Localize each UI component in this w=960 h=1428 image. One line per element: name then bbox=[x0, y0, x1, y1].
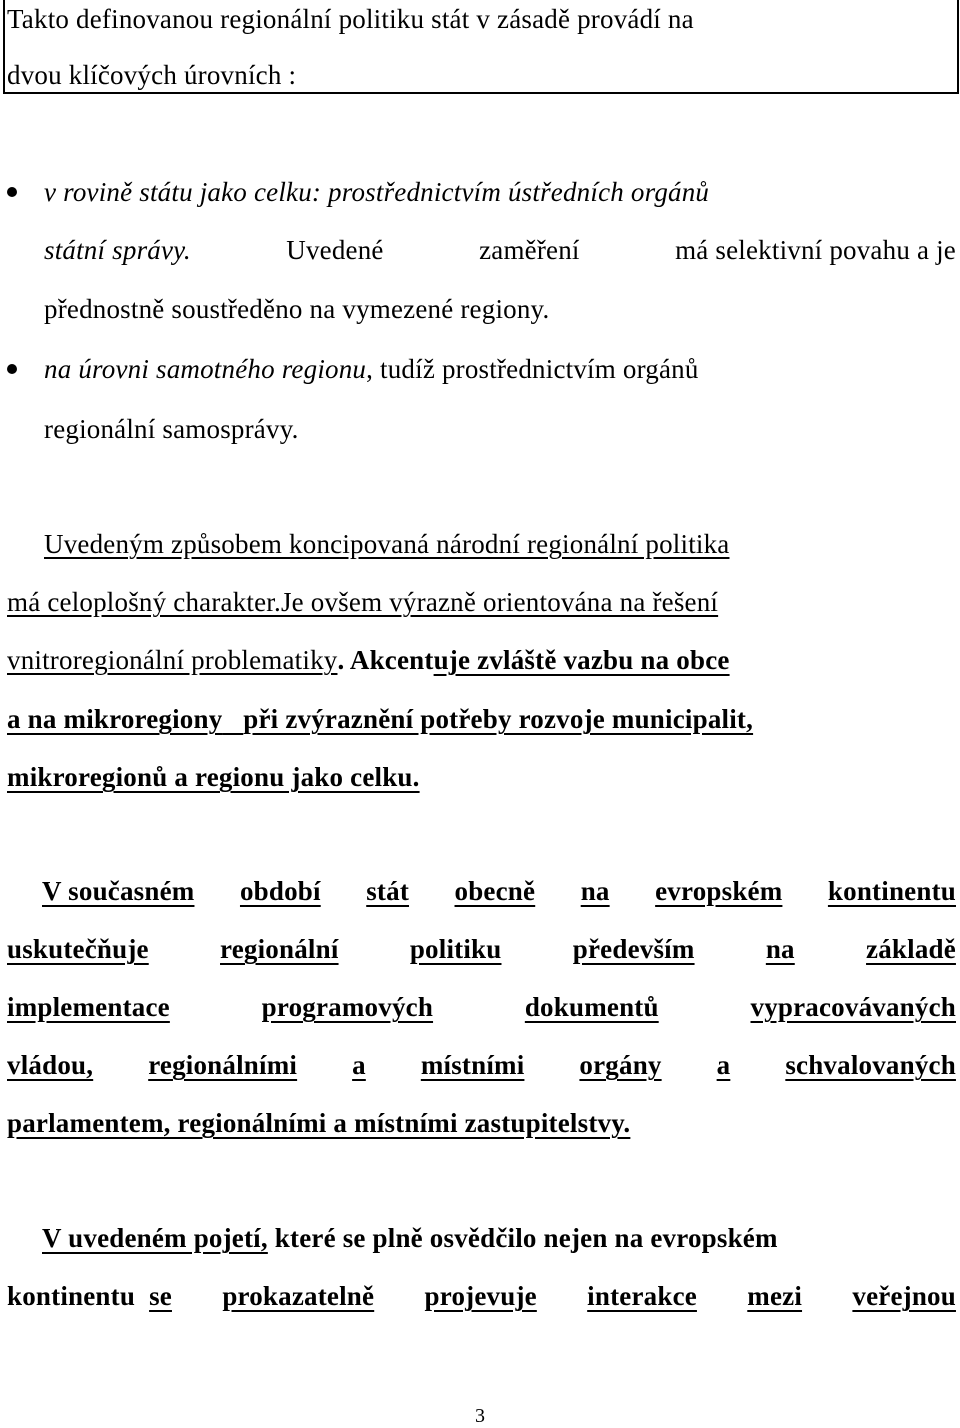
para3-word: prokazatelně bbox=[222, 1281, 375, 1311]
bullet-1-line-2 bbox=[44, 233, 956, 267]
bullet-2-italic-lead: na úrovni samotného regionu bbox=[44, 354, 367, 384]
para2-word: implementace bbox=[7, 992, 170, 1022]
page-number: 3 bbox=[475, 1405, 485, 1427]
bullet-2-rest: , tudíž prostřednictvím orgánů bbox=[366, 354, 699, 384]
para2-word: a bbox=[352, 1050, 366, 1080]
bullet-2-line-1 bbox=[44, 352, 699, 386]
para3-line-2 bbox=[7, 1279, 956, 1313]
para3-word: projevuje bbox=[424, 1281, 537, 1311]
para2-word: programových bbox=[261, 992, 434, 1022]
para2-word: schvalovaných bbox=[785, 1050, 956, 1080]
para2-word: na bbox=[765, 934, 795, 964]
bullet-2-line-2: regionální samosprávy. bbox=[44, 414, 299, 444]
para2-line-1 bbox=[42, 874, 956, 908]
para2-word: uskutečňuje bbox=[7, 934, 149, 964]
para2-word: vypracovávaných bbox=[750, 992, 956, 1022]
para2-word: kontinentu bbox=[827, 876, 956, 906]
para1-line-5: mikroregionů a regionu jako celku. bbox=[7, 762, 420, 792]
para2-line-2 bbox=[7, 932, 956, 966]
bullet-1-word: Uvedené bbox=[286, 235, 384, 265]
para2-word: období bbox=[239, 876, 321, 906]
para2-word: především bbox=[572, 934, 695, 964]
bullet-1-word: má selektivní povahu a je bbox=[675, 235, 956, 265]
para2-word: místními bbox=[420, 1050, 525, 1080]
para3-line-1 bbox=[42, 1221, 778, 1255]
para3-word: interakce bbox=[587, 1281, 697, 1311]
para2-word: dokumentů bbox=[524, 992, 659, 1022]
bullet-1-line-1: v rovině státu jako celku: prostřednictvím ústředních orgánů bbox=[44, 177, 710, 207]
para3-rest: které se plně osvědčilo nejen na evropském bbox=[267, 1223, 778, 1253]
bullet-dot-2 bbox=[7, 364, 17, 374]
para2-word: politiku bbox=[409, 934, 502, 964]
para2-line-4 bbox=[7, 1048, 956, 1082]
para1-line-4 bbox=[7, 702, 753, 736]
para1-line-3 bbox=[7, 643, 730, 677]
para3-line-2-underlined bbox=[135, 1279, 956, 1313]
para2-word: základě bbox=[866, 934, 956, 964]
bullet-dot-1 bbox=[7, 187, 17, 197]
para3-word: mezi bbox=[747, 1281, 803, 1311]
para1-bold-text: . Akcent bbox=[337, 645, 434, 675]
para1-line-2: má celoplošný charakter.Je ovšem výrazně orientována na řešení bbox=[7, 587, 719, 617]
para2-word: orgány bbox=[579, 1050, 662, 1080]
para3-line-2-lead: kontinentu bbox=[7, 1281, 136, 1311]
para2-word: evropském bbox=[655, 876, 783, 906]
intro-line-1: Takto definovanou regionální politiku stát v zásadě provádí na bbox=[7, 4, 694, 34]
para1-line-4-part-b: při zvýraznění potřeby rozvoje municipalit, bbox=[243, 704, 754, 734]
para3-word: veřejnou bbox=[852, 1281, 956, 1311]
bullet-1-italic-end: státní správy. bbox=[44, 235, 191, 265]
para2-word: V současném bbox=[42, 876, 195, 906]
para2-word: regionálními bbox=[148, 1050, 298, 1080]
para2-word: na bbox=[580, 876, 610, 906]
para2-word: vládou, bbox=[7, 1050, 94, 1080]
para2-word: obecně bbox=[454, 876, 536, 906]
para1-line-4-part-a: a na mikroregiony bbox=[7, 704, 223, 734]
para2-line-3 bbox=[7, 990, 956, 1024]
bullet-1-word: zaměření bbox=[479, 235, 580, 265]
para2-word: a bbox=[716, 1050, 731, 1080]
para2-line-5: parlamentem, regionálními a místními zastupitelstvy. bbox=[7, 1108, 631, 1138]
para3-underlined-lead: V uvedeném pojetí, bbox=[42, 1223, 268, 1253]
para1-line-1: Uvedeným způsobem koncipovaná národní regionální politika bbox=[44, 529, 730, 559]
para3-word: se bbox=[149, 1281, 172, 1311]
intro-line-2: dvou klíčových úrovních : bbox=[7, 60, 297, 90]
para2-word: stát bbox=[366, 876, 410, 906]
para1-underlined-bold-text: uje zvláště vazbu na obce bbox=[433, 645, 730, 675]
para2-word: regionální bbox=[220, 934, 339, 964]
para1-underlined-text: vnitroregionální problematiky bbox=[7, 645, 338, 675]
bullet-1-line-3: přednostně soustředěno na vymezené regiony. bbox=[44, 294, 550, 324]
